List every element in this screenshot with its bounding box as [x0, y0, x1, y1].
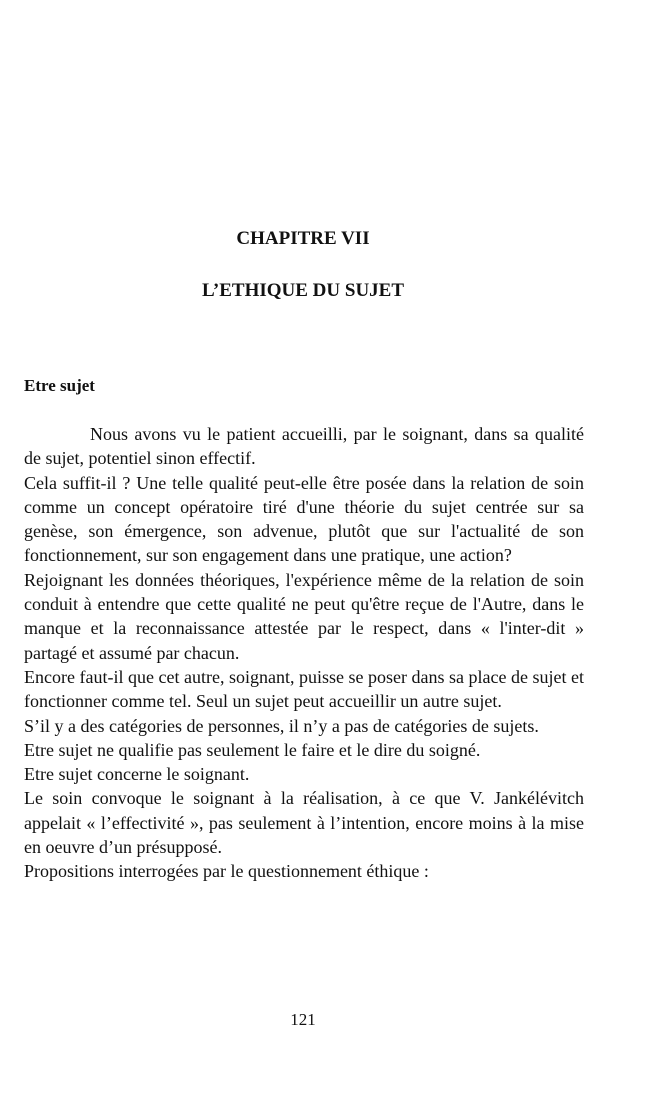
paragraph: Etre sujet ne qualifie pas seulement le faire et le dire du soigné.	[24, 739, 481, 760]
page-number: 121	[290, 1010, 316, 1029]
chapter-subtitle: L’ETHIQUE DU SUJET	[201, 280, 405, 301]
section-heading: Etre sujet	[24, 376, 95, 395]
paragraph: Cela suffit-il ? Une telle qualité peut-elle être posée dans la relation de soin comme un concept opératoire tiré d'une théorie du sujet centrée sur sa genèse, son émergence, son advenue, plutôt que sur l'actualité de son fonctionnement, sur son engagement dans une pratique, une action?	[24, 472, 584, 566]
paragraph: Le soin convoque le soignant à la réalisation, à ce que V. Jankélévitch appelait « l’effectivité », pas seulement à l’intention, encore moins à la mise en oeuvre d’un présupposé.	[24, 788, 584, 858]
paragraph: Etre sujet concerne le soignant.	[24, 764, 250, 785]
chapter-title: CHAPITRE VII	[236, 228, 370, 249]
paragraph: Propositions interrogées par le questionnement éthique :	[24, 861, 429, 882]
paragraph: Encore faut-il que cet autre, soignant, puisse se poser dans sa place de sujet et fonctionner comme tel. Seul un sujet peut accueillir un autre sujet.	[24, 666, 584, 712]
paragraph: S’il y a des catégories de personnes, il n’y a pas de catégories de sujets.	[24, 715, 539, 736]
paragraph: Nous avons vu le patient accueilli, par le soignant, dans sa qualité de sujet, potentiel sinon effectif.	[24, 424, 584, 469]
paragraph: Rejoignant les données théoriques, l'expérience même de la relation de soin conduit à entendre que cette qualité ne peut qu'être reçue de l'Autre, dans le manque et la reconnaissance attestée par le respect, dans « l'inter-dit » partagé et assumé par chacun.	[24, 569, 584, 663]
body-text	[24, 422, 584, 884]
